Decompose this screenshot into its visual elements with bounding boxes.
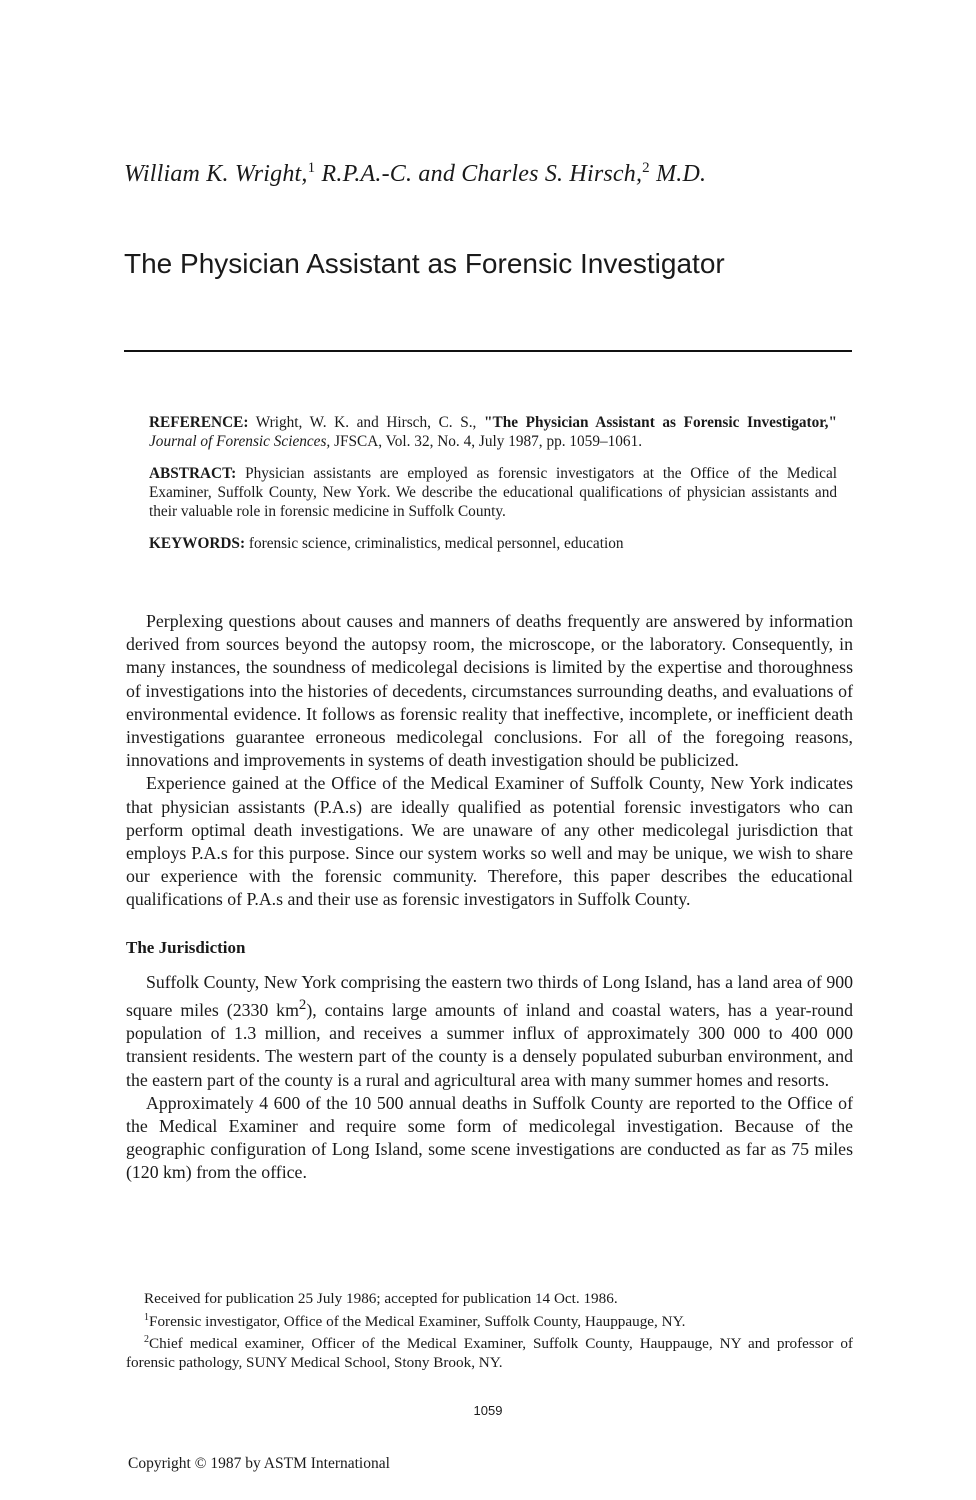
- jurisdiction-text-part2: ), contains large amounts of inland and coastal waters, has a year-round population of 1.3 million, and receives a summer influx of approximately 300 000 to 400 000 transient residents. The western part of the county is a densely populated suburban environment, and the eastern part of the county is a rural and agricultural area with many summer homes and resorts.: [126, 999, 853, 1090]
- received-note: Received for publication 25 July 1986; accepted for publication 14 Oct. 1986.: [144, 1290, 618, 1307]
- author1-name: William K. Wright,: [124, 161, 308, 187]
- intro-paragraph: Perplexing questions about causes and manners of deaths frequently are answered by information derived from sources beyond the autopsy room, the microscope, or the laboratory. Consequently, in many instances, the soundness of medicolegal decisions is limited by the expertise and thoroughness of investigations into the histories of decedents, circumstances surrounding deaths, and evaluations of environmental evidence. It follows as forensic reality that ineffective, incomplete, or inefficient death investigations guarantee erroneous medicolegal conclusions. For all of the foregoing reasons, innovations and improvements in systems of death investigation should be publicized.: [126, 611, 853, 771]
- author2-degree: M.D.: [656, 161, 707, 187]
- keywords-text: forensic science, criminalistics, medical personnel, education: [248, 535, 624, 552]
- superscript: 2: [298, 997, 307, 1014]
- author1-degree-and-author2: R.P.A.-C. and Charles S. Hirsch,: [321, 161, 643, 187]
- keywords-label: KEYWORDS:: [149, 535, 246, 552]
- jurisdiction-paragraph: Approximately 4 600 of the 10 500 annual deaths in Suffolk County are reported to the Office of the Medical Examiner and require some form of medicolegal investigation. Because of the geographic configuration of Long Island, some scene investigations are conducted as far as 75 miles (120 km) from the office.: [126, 1092, 853, 1183]
- footnote-1-text: Forensic investigator, Office of the Medical Examiner, Suffolk County, Hauppauge, NY.: [149, 1312, 686, 1330]
- jurisdiction-text-part1: Suffolk County, New York comprising the eastern two thirds of Long Island, has a land area of 900 square miles (2330 km: [126, 971, 853, 1020]
- reference-authors: Wright, W. K. and Hirsch, C. S.,: [255, 414, 477, 431]
- author2-footnote-mark: 2: [642, 160, 650, 176]
- article-title: The Physician Assistant as Forensic Investigator: [124, 248, 725, 279]
- abstract-text: Physician assistants are employed as forensic investigators at the Office of the Medical Examiner, Suffolk County, New York. We describe the educational qualifications of physician assistants and their valuable role in forensic medicine in Suffolk County.: [149, 465, 838, 520]
- copyright-notice: Copyright © 1987 by ASTM International: [128, 1455, 390, 1472]
- footnote-1-mark: 1: [144, 1311, 149, 1323]
- footnote-2: [126, 1331, 853, 1372]
- footnote-1: [126, 1309, 853, 1332]
- author1-footnote-mark: 1: [307, 160, 316, 176]
- author-line: [124, 160, 706, 188]
- reference-label: REFERENCE:: [149, 414, 249, 431]
- reference-paragraph: [149, 413, 837, 451]
- abstract-paragraph: [149, 464, 837, 521]
- abstract-block: [149, 413, 837, 566]
- intro-paragraph: Experience gained at the Office of the Medical Examiner of Suffolk County, New York indicates that physician assistants (P.A.s) are ideally qualified as potential forensic investigators who can perform optimal death investigations. We are unaware of any other medicolegal jurisdiction that employs P.A.s for this purpose. Since our system works so well and may be unique, we wish to share our experience with the forensic community. Therefore, this paper describes the educational qualifications of P.A.s and their use as forensic investigators in Suffolk County.: [126, 773, 853, 910]
- jurisdiction-paragraph: [126, 971, 853, 1092]
- reference-journal: Journal of Forensic Sciences,: [149, 433, 331, 450]
- page-number: 1059: [473, 1403, 503, 1418]
- reference-details: JFSCA, Vol. 32, No. 4, July 1987, pp. 1059–1061.: [334, 433, 643, 450]
- keywords-paragraph: [149, 534, 837, 553]
- footnote-2-text: Chief medical examiner, Officer of the Medical Examiner, Suffolk County, Hauppauge, NY and professor of forensic pathology, SUNY Medical School, Stony Brook, NY.: [126, 1335, 853, 1371]
- footnotes: [126, 1290, 853, 1373]
- reference-article-title: "The Physician Assistant as Forensic Investigator,": [484, 414, 837, 431]
- footnote-2-mark: 2: [144, 1334, 149, 1346]
- abstract-label: ABSTRACT:: [149, 465, 237, 482]
- article-body: [126, 610, 853, 1185]
- section-heading: The Jurisdiction: [126, 937, 246, 957]
- title-divider: [124, 350, 852, 352]
